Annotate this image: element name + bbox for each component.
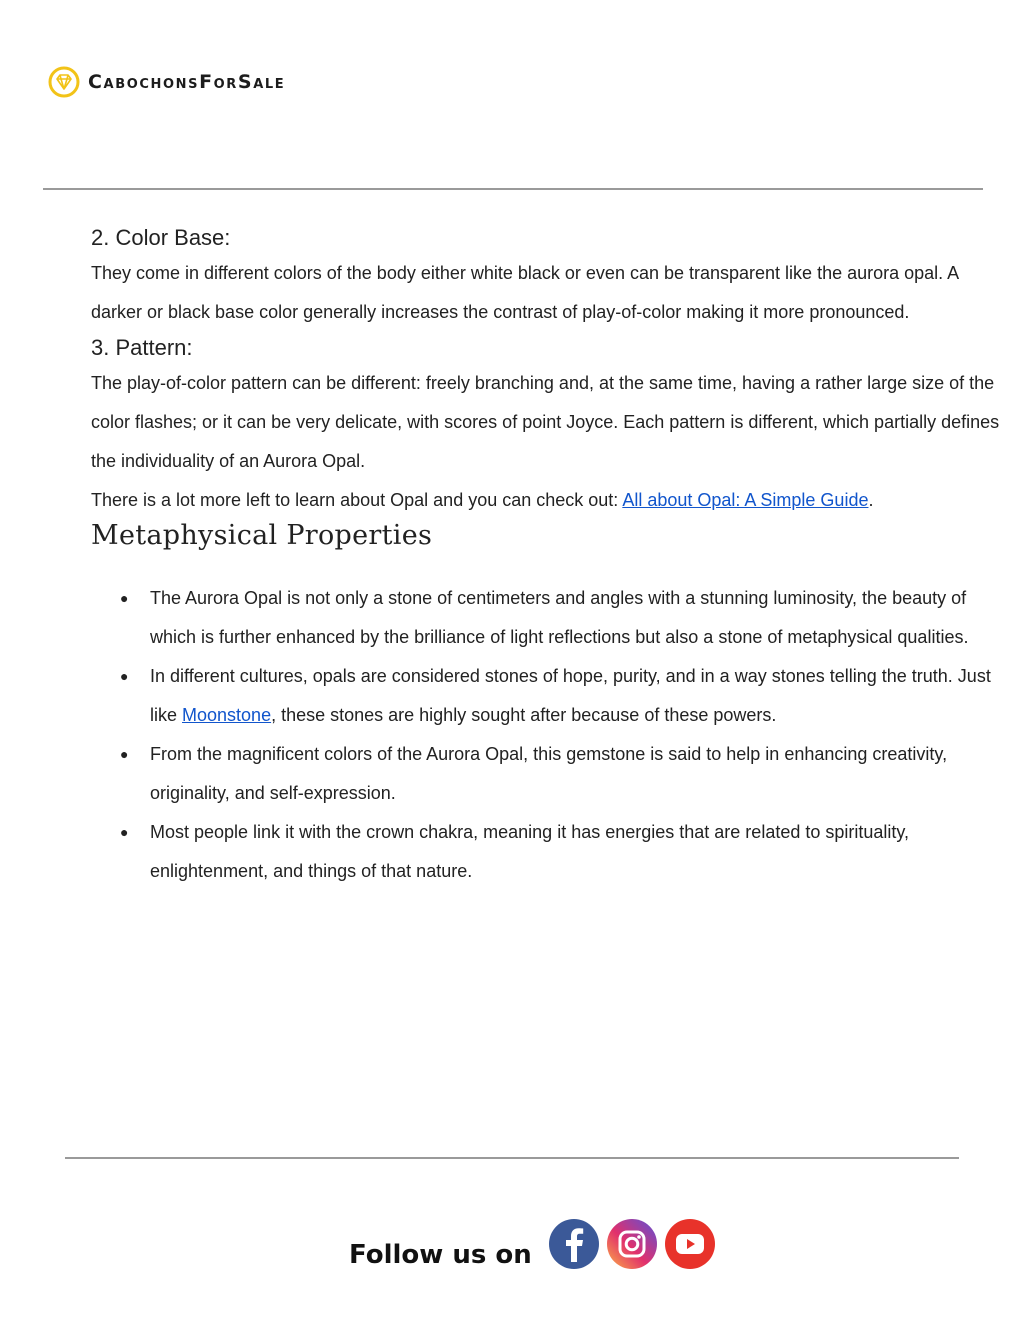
brand-logo[interactable] <box>48 66 285 98</box>
bullet: ● <box>120 824 129 840</box>
instagram-icon[interactable] <box>606 1218 658 1270</box>
learn-more-suffix: . <box>868 490 874 510</box>
list-item <box>91 579 1006 657</box>
list-item <box>91 657 1006 735</box>
bullet: ● <box>120 590 129 606</box>
learn-more-paragraph <box>91 481 1006 520</box>
metaphysical-heading: Metaphysical Properties <box>91 520 433 551</box>
opal-guide-link[interactable]: All about Opal: A Simple Guide <box>622 490 869 510</box>
color-base-heading: 2. Color Base: <box>91 225 231 250</box>
bullet: ● <box>120 668 129 684</box>
brand-name: CabochonsForSale <box>88 71 286 93</box>
color-base-text: They come in different colors of the body either white black or even can be transparent like the aurora opal. A darker or black base color generally increases the contrast of play-of-color making it more pronounced. <box>91 263 959 322</box>
list-item <box>91 735 1006 813</box>
moonstone-link[interactable]: Moonstone <box>182 705 272 725</box>
pattern-text: The play-of-color pattern can be different: freely branching and, at the same time, having a rather large size of the color flashes; or it can be very delicate, with scores of point Joyce. Each pattern is different, which partially defines the individuality of an Aurora Opal. <box>91 373 1000 471</box>
article-content <box>91 222 1006 891</box>
pattern-heading: 3. Pattern: <box>91 335 193 360</box>
list-item-text: From the magnificent colors of the Aurora Opal, this gemstone is said to help in enhancing creativity, originality, and self-expression. <box>150 744 948 803</box>
list-item <box>91 813 1006 891</box>
follow-us <box>349 1218 722 1270</box>
list-item-text-suffix: , these stones are highly sought after because of these powers. <box>271 705 777 725</box>
top-divider <box>43 188 983 190</box>
bullet: ● <box>120 746 129 762</box>
bottom-divider <box>65 1157 959 1159</box>
list-item-text: The Aurora Opal is not only a stone of centimeters and angles with a stunning luminosity, the beauty of which is further enhanced by the brilliance of light reflections but also a stone of metaphysical qualities. <box>150 588 969 647</box>
list-item-text-prefix: In different cultures, opals are considered stones of hope, purity, and in a way stones telling the truth. Just like <box>150 666 991 725</box>
follow-us-text: Follow us on <box>349 1240 532 1270</box>
youtube-icon[interactable] <box>664 1218 716 1270</box>
facebook-icon[interactable] <box>548 1218 600 1270</box>
list-item-text: Most people link it with the crown chakra, meaning it has energies that are related to spirituality, enlightenment, and things of that nature. <box>150 822 910 881</box>
metaphysical-list <box>91 579 1006 891</box>
gem-icon <box>48 66 80 98</box>
learn-more-prefix: There is a lot more left to learn about Opal and you can check out: <box>91 490 623 510</box>
